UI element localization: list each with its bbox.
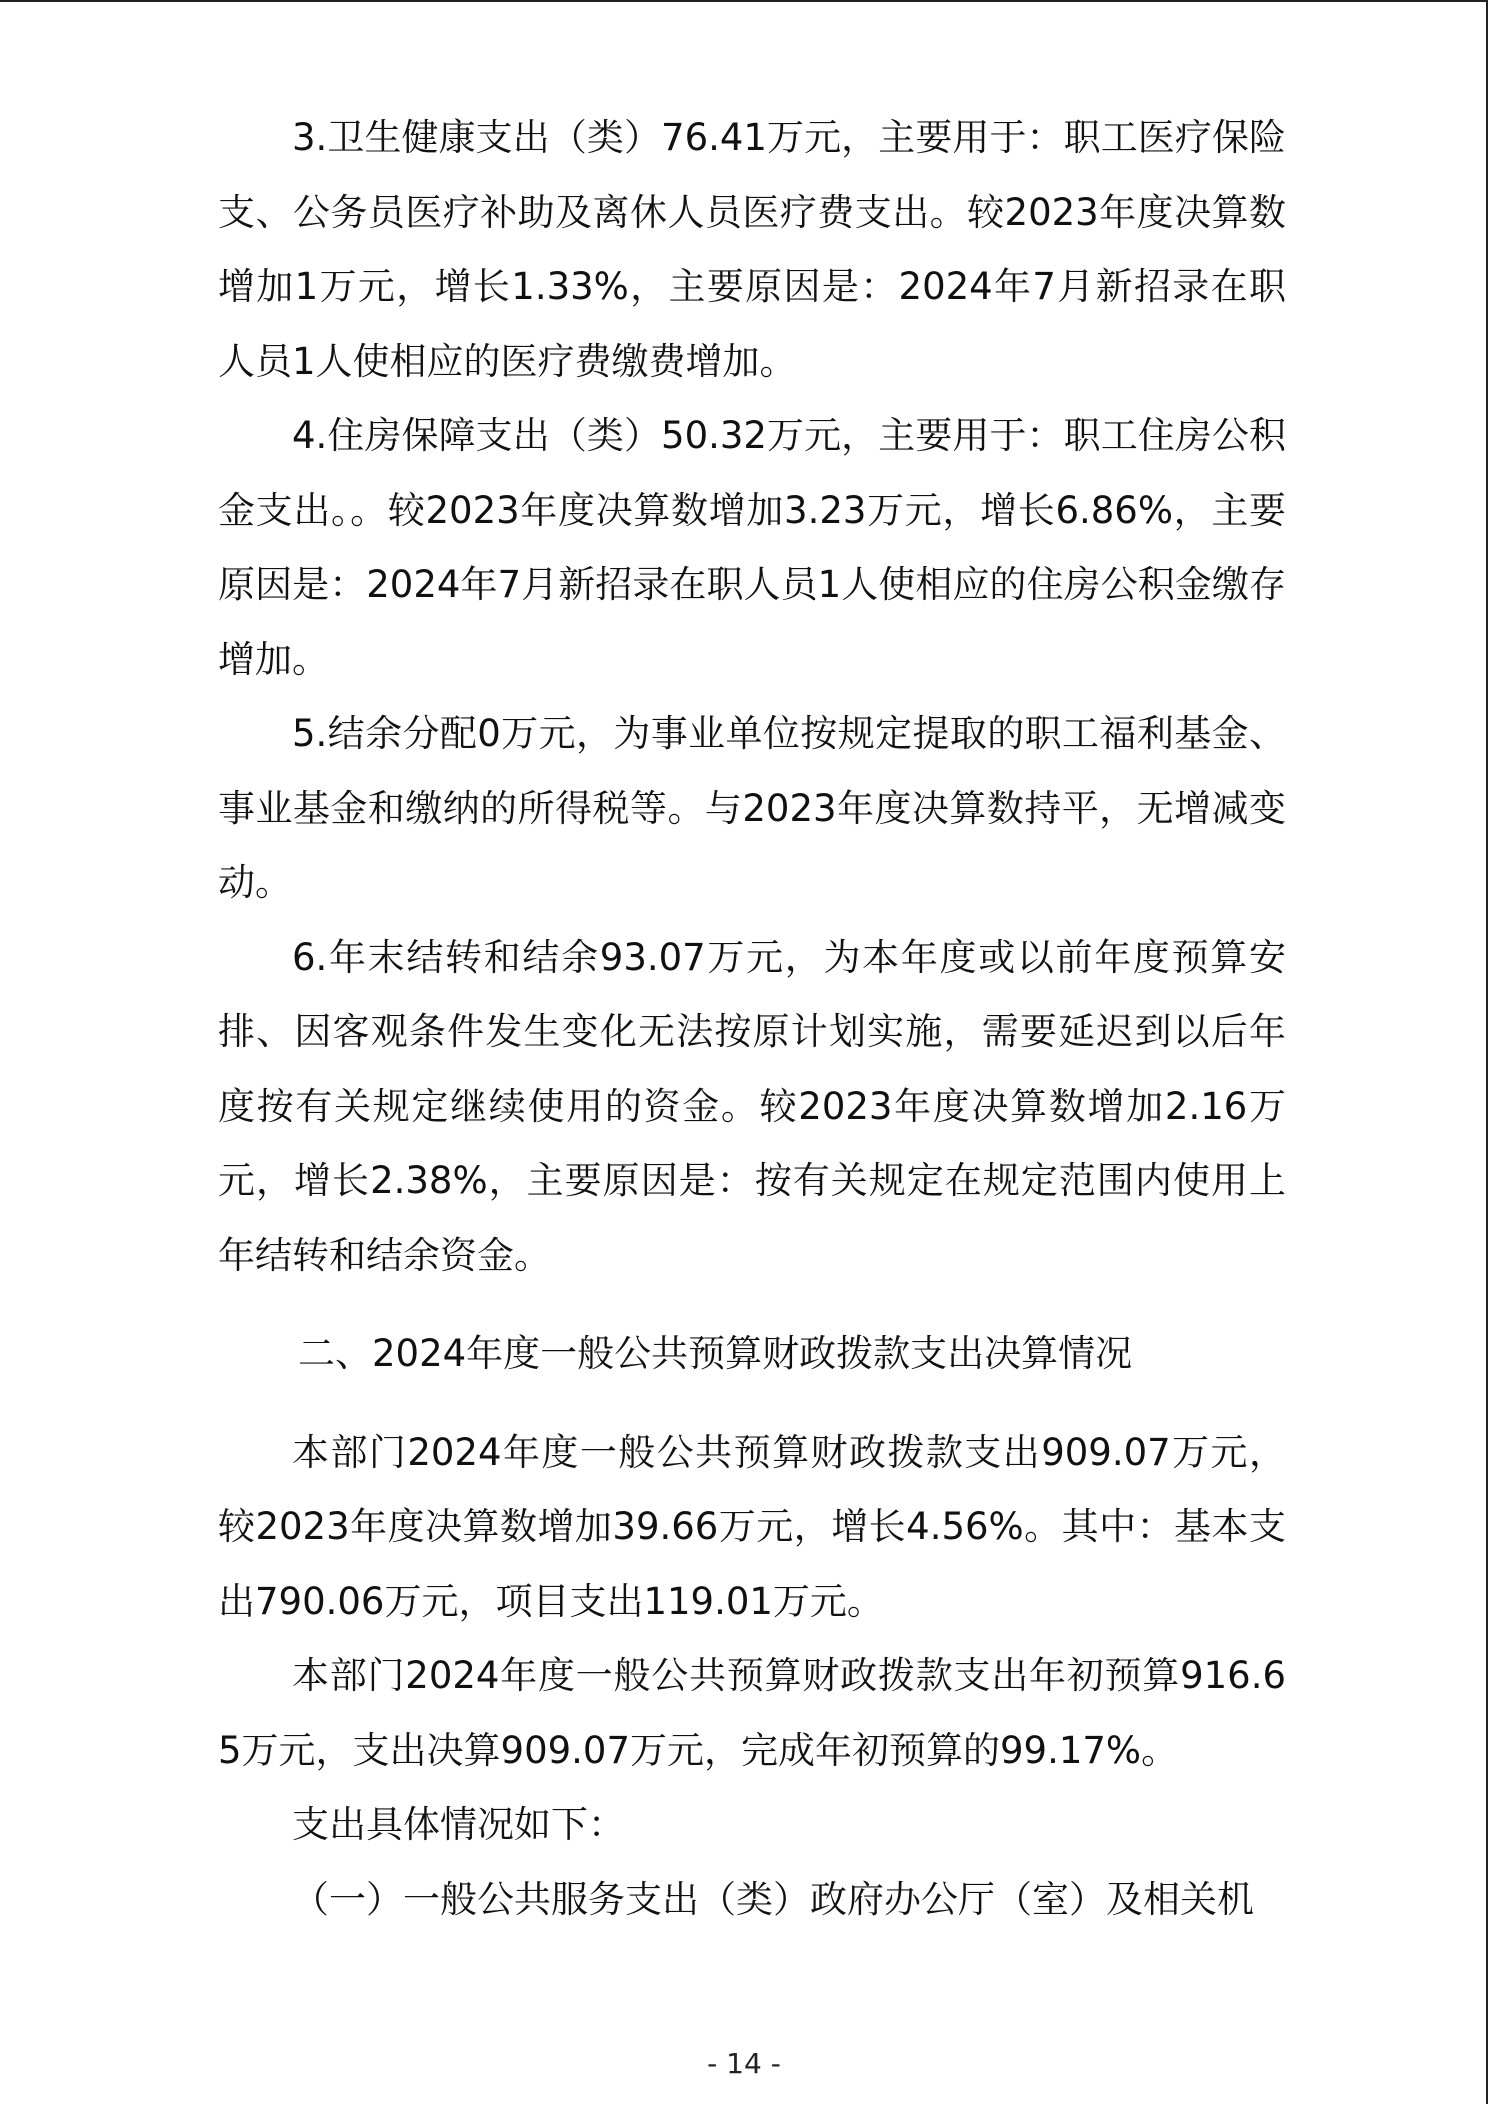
paragraph-general-budget-total: 本部门2024年度一般公共预算财政拨款支出909.07万元，较2023年度决算数增加39.66万元，增长4.56%。其中：基本支出790.06万元，项目支出119.01万元。 [218,1430,1286,1623]
paragraph-housing-expenditure: 4.住房保障支出（类）50.32万元，主要用于：职工住房公积金支出。。较2023年度决算数增加3.23万元，增长6.86%，主要原因是：2024年7月新招录在职人员1人使相应的住房公积金缴存增加。 [218,414,1286,681]
paragraph-details-intro: 支出具体情况如下： [292,1803,625,1846]
paragraph-budget-completion: 本部门2024年度一般公共预算财政拨款支出年初预算916.65万元，支出决算909.07万元，完成年初预算的99.17%。 [218,1654,1286,1772]
page-number: - 14 - [707,2047,781,2080]
spacer [218,1392,1286,1416]
paragraph-general-public-services: （一）一般公共服务支出（类）政府办公厅（室）及相关机 [292,1877,1254,1921]
section-heading: 二、2024年度一般公共预算财政拨款支出决算情况 [298,1332,1133,1375]
paragraph-year-end-balance: 6.年末结转和结余93.07万元，为本年度或以前年度预算安排、因客观条件发生变化无法按原计划实施，需要延迟到以后年度按有关规定继续使用的资金。较2023年度决算数增加2.16万元，增长2.38%，主要原因是：按有关规定在规定范围内使用上年结转和结余资金。 [218,935,1286,1277]
page-body [218,101,1286,1937]
spacer [218,1293,1286,1317]
paragraph-surplus-distribution: 5.结余分配0万元，为事业单位按规定提取的职工福利基金、事业基金和缴纳的所得税等。与2023年度决算数持平，无增减变动。 [218,712,1286,904]
paragraph-health-expenditure: 3.卫生健康支出（类）76.41万元，主要用于：职工医疗保险支、公务员医疗补助及离休人员医疗费支出。较2023年度决算数增加1万元，增长1.33%，主要原因是：2024年7月新招录在职人员1人使相应的医疗费缴费增加。 [218,116,1286,383]
